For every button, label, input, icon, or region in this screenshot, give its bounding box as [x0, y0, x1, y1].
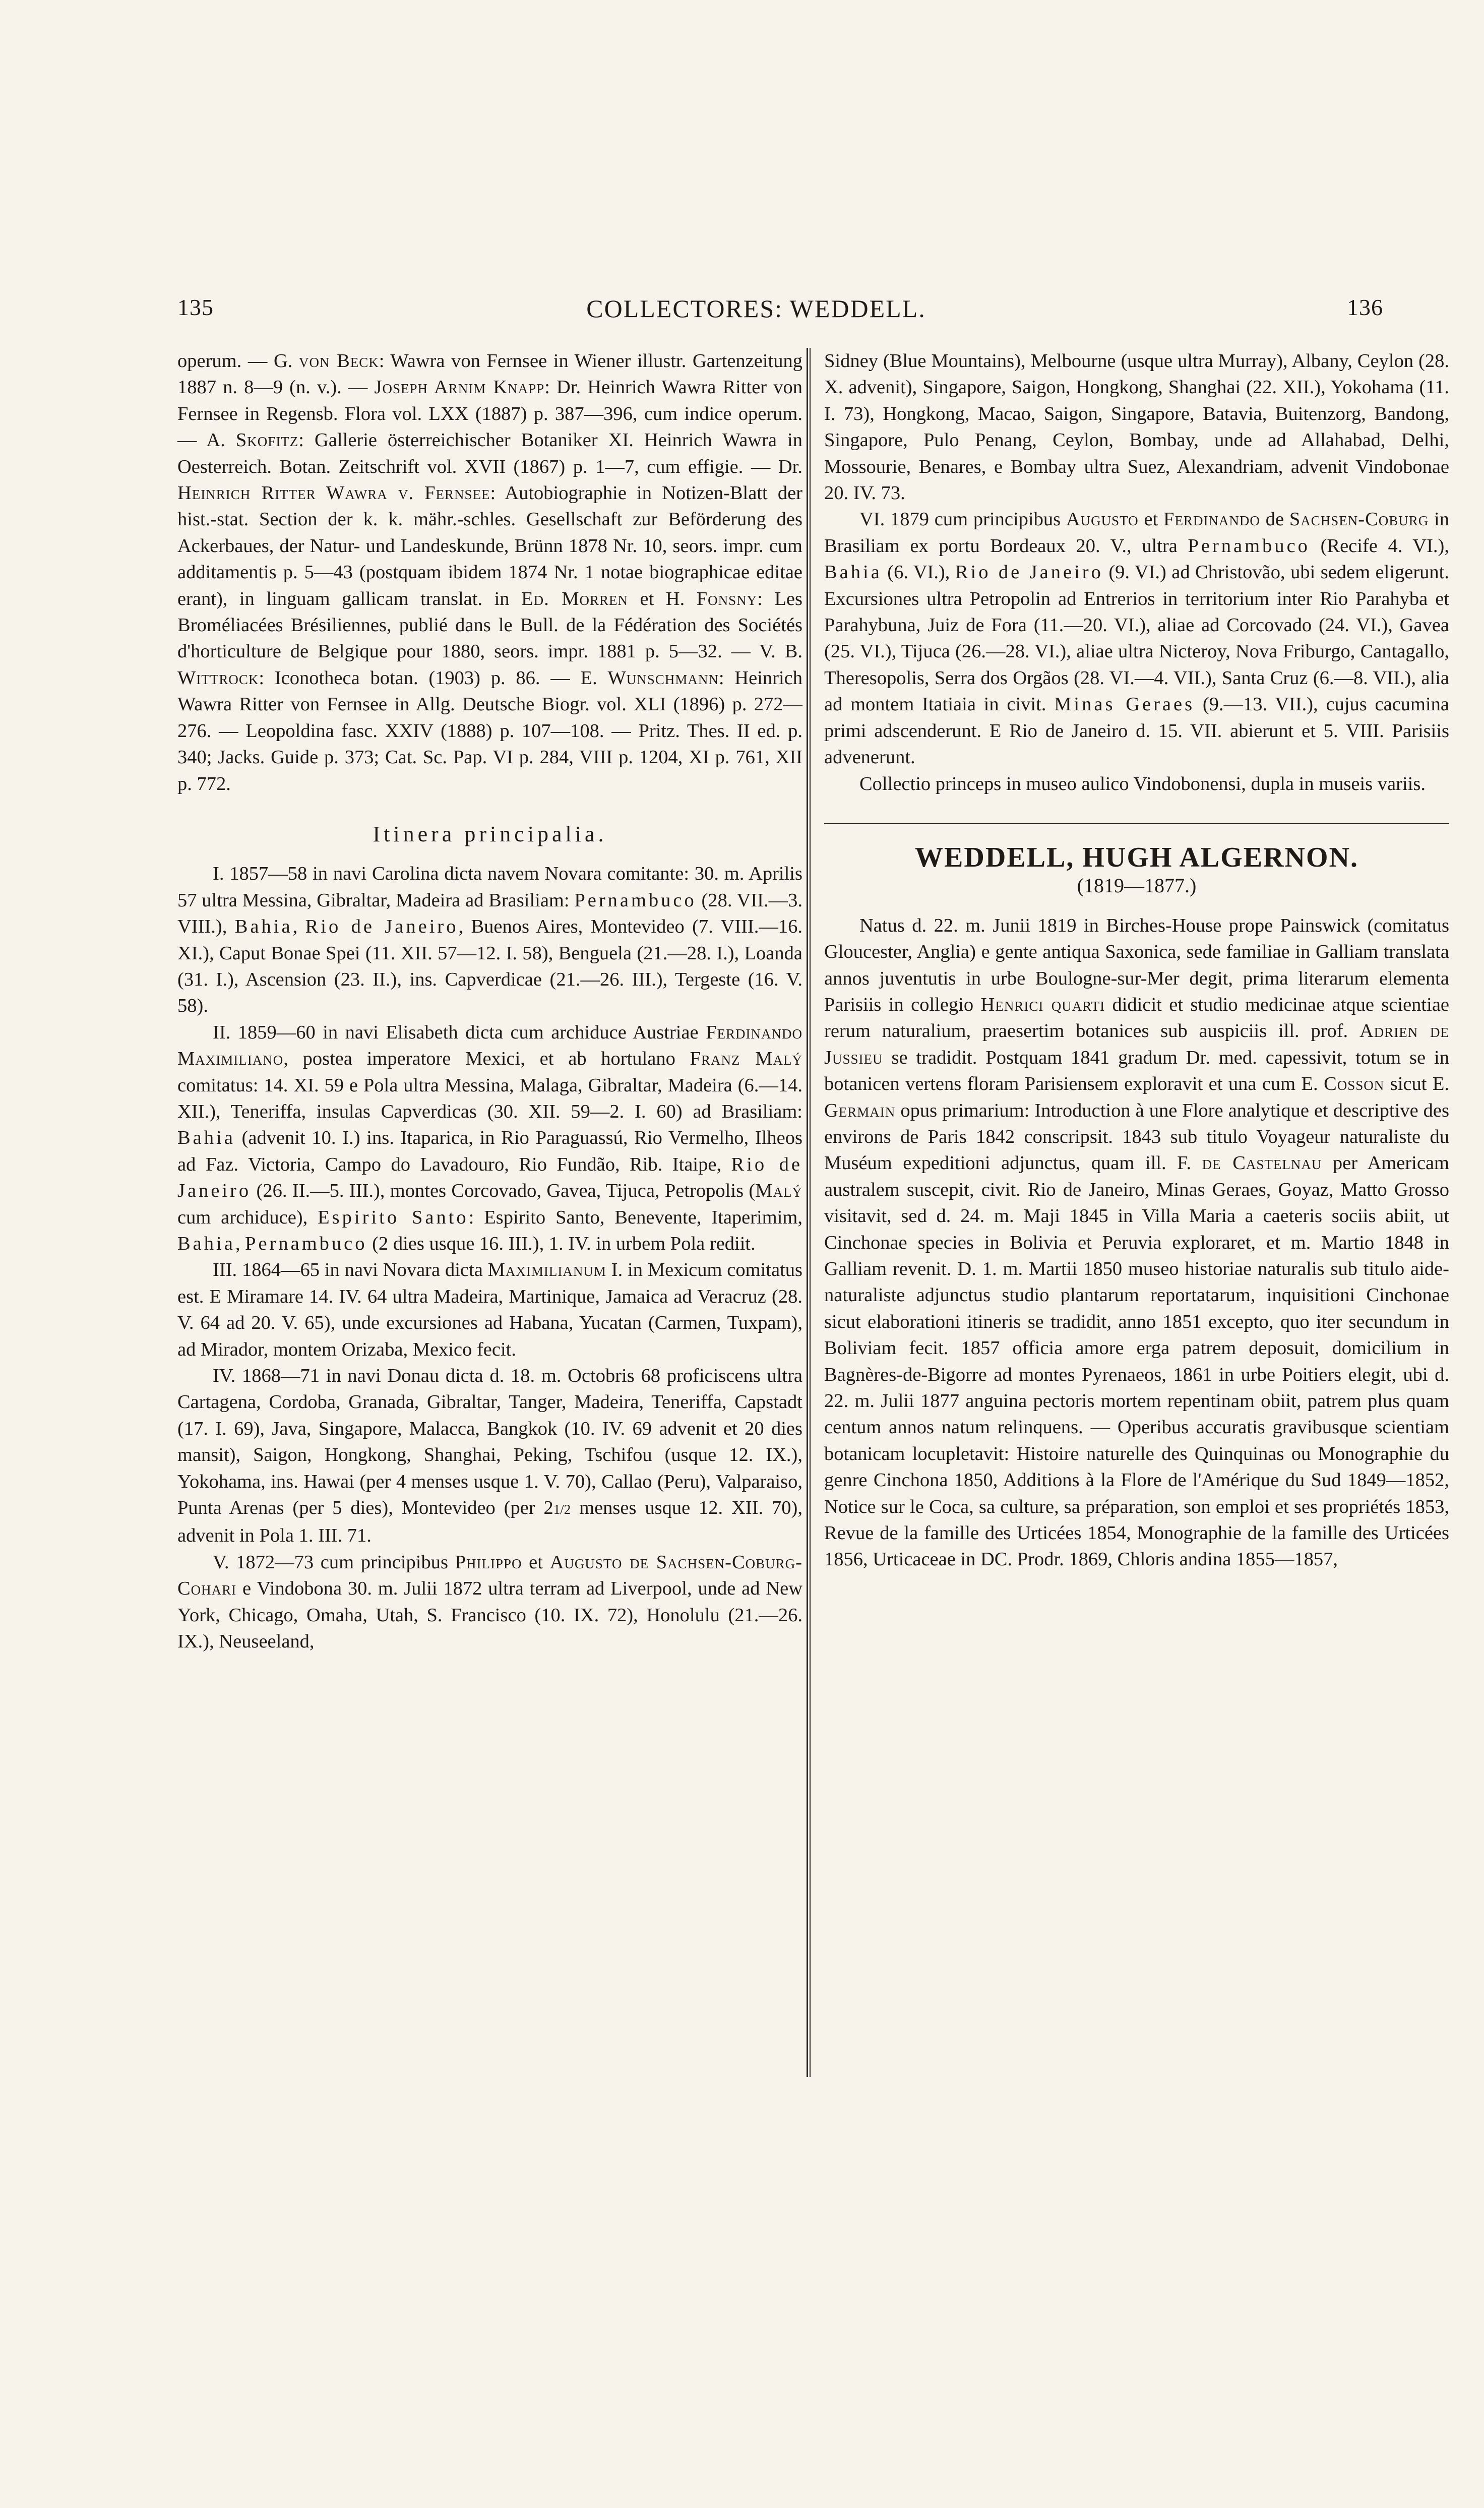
right-column	[824, 348, 1449, 1573]
entry-dates: (1819—1877.)	[1077, 874, 1197, 897]
itinerary-1: I. 1857—58 in navi Carolina dicta navem Novara comitante: 30. m. Aprilis 57 ultra Messina, Gibraltar, Madeira ad Brasiliam: Pernambuco (28. VII.—3. VIII.), Bahia, Rio de Janeiro, Buenos Aires, Montevideo (7. VIII.—16. XI.), Caput Bonae Spei (11. XII. 57—12. I. 58), Benguela (21.—28. I.), Loanda (31. I.), Ascension (23. II.), ins. Capverdicae (21.—26. III.), Tergeste (16. V. 58).	[177, 863, 803, 1017]
itinerary-6: VI. 1879 cum principibus Augusto et Ferdinando de Sachsen-Coburg in Brasiliam ex portu Bordeaux 20. V., ultra Pernambuco (Recife 4. VI.), Bahia (6. VI.), Rio de Janeiro (9. VI.) ad Christovão, ubi sedem eligerunt. Excursiones ultra Petropolin ad Entrerios in territorium inter Rio Parahyba et Parahybuna, Juiz de Fora (11.—20. VI.), aliae ad Corcovado (24. VI.), Gavea (25. VI.), Tijuca (26.—28. VI.), aliae ultra Nicteroy, Nova Friburgo, Cantagallo, Theresopolis, Serra dos Orgãos (28. VI.—4. VII.), Santa Cruz (6.—8. VII.), alia ad montem Itatiaia in civit. Minas Geraes (9.—13. VII.), cujus cacumina primi adscenderunt. E Rio de Janeiro d. 15. VII. abierunt et 5. VIII. Parisiis advenerunt.	[824, 509, 1450, 768]
running-title: COLLECTORES: WEDDELL.	[586, 294, 926, 323]
itinerary-4: IV. 1868—71 in navi Donau dicta d. 18. m. Octobris 68 proficiscens ultra Cartagena, Cordoba, Granada, Gibraltar, Tanger, Madeira, Teneriffa, Capstadt (17. I. 69), Java, Singapore, Malacca, Bangkok (10. IV. 69 advenit et 20 dies mansit), Saigon, Hongkong, Shanghai, Peking, Tschifou (usque 12. IX.), Yokohama, ins. Hawai (per 4 menses usque 1. V. 70), Callao (Peru), Valparaiso, Punta Arenas (per 5 dies), Montevideo (per 21/2 menses usque 12. XII. 70), advenit in Pola 1. III. 71.	[177, 1365, 802, 1547]
itinerary-2: II. 1859—60 in navi Elisabeth dicta cum archiduce Austriae Ferdinando Maximiliano, postea imperatore Mexici, et ab hortulano Franz Malý comitatus: 14. XI. 59 e Pola ultra Messina, Malaga, Gibraltar, Madeira (6.—14. XII.), Teneriffa, insulas Capverdicas (30. XII. 59—2. I. 60) ad Brasiliam: Bahia (advenit 10. I.) ins. Itaparica, in Rio Paraguassú, Rio Vermelho, Ilheos ad Faz. Victoria, Campo do Lavadouro, Rio Fundão, Rib. Itaipe, Rio de Janeiro (26. II.—5. III.), montes Corcovado, Gavea, Tijuca, Petropolis (Malý cum archiduce), Espirito Santo: Espirito Santo, Benevente, Itaperimim, Bahia, Pernambuco (2 dies usque 16. III.), 1. IV. in urbem Pola rediit.	[177, 1021, 803, 1254]
collection-note: Collectio princeps in museo aulico Vindobonensi, dupla in museis variis.	[859, 773, 1426, 794]
itinerary-5: V. 1872—73 cum principibus Philippo et Augusto de Sachsen-Coburg-Cohari e Vindobona 30. m. Julii 1872 ultra terram ad Liverpool, unde ad New York, Chicago, Omaha, Utah, S. Francisco (10. IX. 72), Honolulu (21.—26. IX.), Neuseeland,	[177, 1551, 802, 1653]
column-rule	[807, 348, 808, 2077]
literature-paragraph: operum. — G. von Beck: Wawra von Fernsee in Wiener illustr. Gartenzeitung 1887 n. 8—9 (n. v.). — Joseph Arnim Knapp: Dr. Heinrich Wawra Ritter von Fernsee in Regensb. Flora vol. LXX (1887) p. 387—396, cum indice operum. — A. Skofitz: Gallerie österreichischer Botaniker XI. Heinrich Wawra in Oesterreich. Botan. Zeitschrift vol. XVII (1867) p. 1—7, cum effigie. — Dr. Heinrich Ritter Wawra v. Fernsee: Autobiographie in Notizen-Blatt der hist.-stat. Section der k. k. mähr.-schles. Gesellschaft zur Beförderung des Ackerbaues, der Natur- und Landeskunde, Brünn 1878 Nr. 10, seors. impr. cum additamentis p. 5—43 (postquam ibidem 1874 Nr. 1 notae biographicae editae erant), in linguam gallicam translat. in Ed. Morren et H. Fonsny: Les Broméliacées Brésiliennes, publié dans le Bull. de la Fédération des Sociétés d'horticulture de Belgique pour 1880, seors. impr. 1881 p. 5—32. — V. B. Wittrock: Iconotheca botan. (1903) p. 86. — E. Wunschmann: Heinrich Wawra Ritter von Fernsee in Allg. Deutsche Biogr. vol. XLI (1896) p. 272—276. — Leopoldina fasc. XXIV (1888) p. 107—108. — Pritz. Thes. II ed. p. 340; Jacks. Guide p. 373; Cat. Sc. Pap. VI p. 284, VIII p. 1204, XI p. 761, XII p. 772.	[177, 350, 803, 794]
itinerary-3: III. 1864—65 in navi Novara dicta Maximilianum I. in Mexicum comitatus est. E Miramare 14. IV. 64 ultra Madeira, Martinique, Jamaica ad Veracruz (28. V. 64 ad 20. V. 65), unde excursiones ad Habana, Yucatan (Carmen, Tuxpam), ad Mirador, montem Orizaba, Mexico fecit.	[177, 1259, 802, 1360]
page-number-left: 135	[177, 294, 214, 320]
biography-paragraph: Natus d. 22. m. Junii 1819 in Birches-House prope Painswick (comitatus Gloucester, Anglia) e gente antiqua Saxonica, sede familiae in Galliam translata annos juventutis in urbe Boulogne-sur-Mer degit, prima literarum elementa Parisiis in collegio Henrici quarti didicit et studio medicinae atque scientiae rerum naturalium, praesertim botanices sub auspiciis ill. prof. Adrien de Jussieu se tradidit. Postquam 1841 gradum Dr. med. capessivit, totum se in botanicen vertens floram Parisiensem exploravit et una cum E. Cosson sicut E. Germain opus primarium: Introduction à une Flore analytique et descriptive des environs de Paris 1842 conscripsit. 1843 sub titulo Voyageur naturaliste du Muséum expeditioni adjunctus, quam ill. F. de Castelnau per Americam australem suscepit, civit. Rio de Janeiro, Minas Geraes, Goyaz, Matto Grosso visitavit, sed d. 24. m. Maji 1845 in Villa Maria a caeteris sociis abiit, ut Cinchonae species in Bolivia et Peruvia exploraret, et m. Martio 1848 in Galliam revenit. D. 1. m. Martii 1850 museo historiae naturalis sub titulo aide-naturaliste adjunctus studio plantarum reportatarum, inquisitioni Cinchonae sicut elaborationi itineris se tradidit, anno 1851 excepto, quo iter secundum in Boliviam fecit. 1857 officia amore erga patrem deposuit, domicilium in Bagnères-de-Bigorre ad montes Pyrenaeos, 1861 in urbe Poitiers elegit, ubi d. 22. m. Julii 1877 anguina pectoris mortem repentinam obiit, patrem plus quam centum annos natum relinquens. — Operibus accuratis gravibusque scientiam botanicam locupletavit: Histoire naturelle des Quinquinas ou Monographie du genre Cinchona 1850, Additions à la Flore de l'Amérique du Sud 1849—1852, Notice sur le Coca, sa culture, sa préparation, son emploi et ses propriétés 1853, Revue de la famille des Urticées 1854, Monographie de la famille des Urticées 1856, Urticaceae in DC. Prodr. 1869, Chloris andina 1855—1857,	[824, 914, 1449, 1570]
left-column	[177, 348, 802, 1655]
entry-heading: WEDDELL, HUGH ALGERNON.	[915, 841, 1358, 873]
entry-rule	[824, 823, 1449, 824]
column-rule-inner	[810, 348, 811, 2077]
itinerary-5-continued: Sidney (Blue Mountains), Melbourne (usque ultra Murray), Albany, Ceylon (28. X. advenit), Singapore, Saigon, Hongkong, Shanghai (22. XII.), Yokohama (11. I. 73), Hongkong, Macao, Saigon, Singapore, Batavia, Buitenzorg, Bandong, Singapore, Pulo Penang, Ceylon, Bombay, unde ad Allahabad, Delhi, Mossourie, Benares, e Bombay ultra Suez, Alexandriam, advenit Vindobonae 20. IV. 73.	[824, 350, 1449, 504]
page-number-right: 136	[1347, 294, 1383, 320]
section-title: Itinera principalia.	[373, 821, 607, 846]
